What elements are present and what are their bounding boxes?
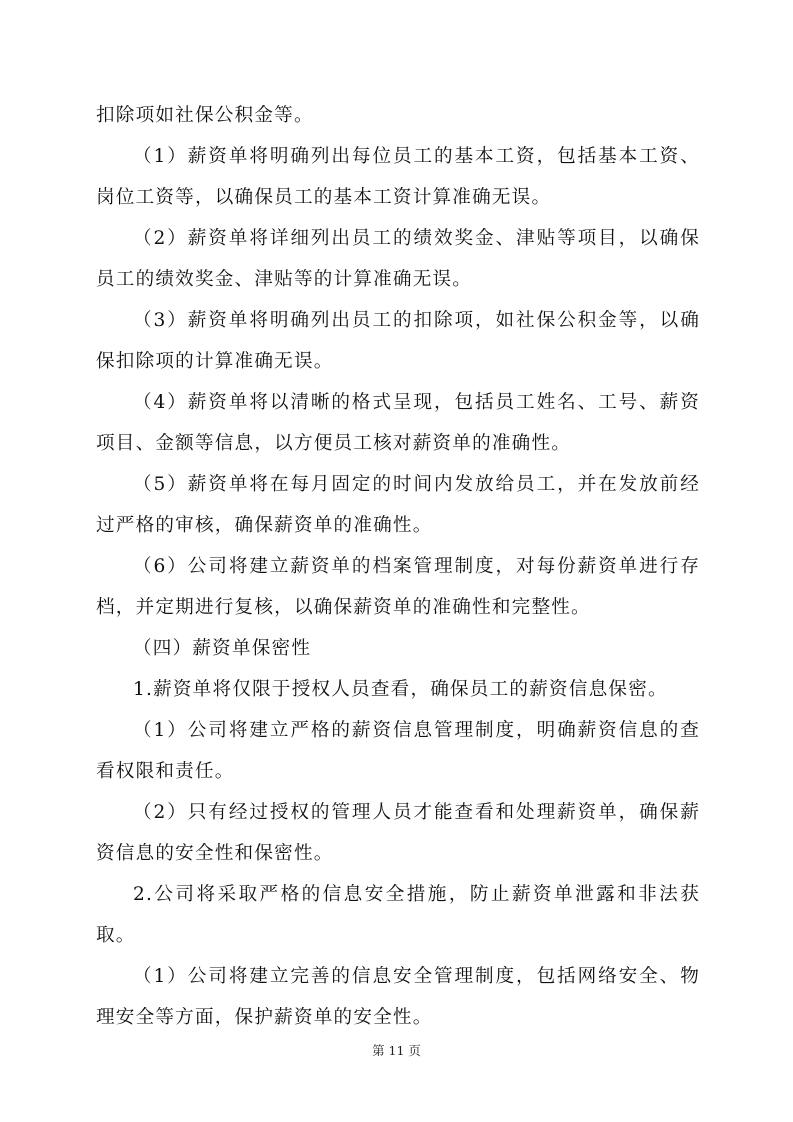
paragraph-item-3: （3）薪资单将明确列出员工的扣除项，如社保公积金等，以确保扣除项的计算准确无误。 [96, 310, 700, 372]
paragraph-item-6: （6）公司将建立薪资单的档案管理制度，对每份薪资单进行存档，并定期进行复核，以确保薪资单的准确性和完整性。 [96, 556, 700, 618]
paragraph-item-4: （4）薪资单将以清晰的格式呈现，包括员工姓名、工号、薪资项目、金额等信息，以方便员工核对薪资单的准确性。 [96, 392, 700, 454]
paragraph-subitem-2: （2）只有经过授权的管理人员才能查看和处理薪资单，确保薪资信息的安全性和保密性。 [96, 802, 700, 864]
paragraph-item-1: （1）薪资单将明确列出每位员工的基本工资，包括基本工资、岗位工资等，以确保员工的基本工资计算准确无误。 [96, 146, 700, 208]
paragraph-point-1: 1.薪资单将仅限于授权人员查看，确保员工的薪资信息保密。 [133, 679, 668, 700]
paragraph-subitem-1: （1）公司将建立严格的薪资信息管理制度，明确薪资信息的查看权限和责任。 [96, 720, 700, 782]
paragraph-item-5: （5）薪资单将在每月固定的时间内发放给员工，并在发放前经过严格的审核，确保薪资单的准确性。 [96, 474, 700, 536]
paragraph-point-2: 2.公司将采取严格的信息安全措施，防止薪资单泄露和非法获取。 [96, 884, 700, 946]
page-number: 第 11 页 [372, 1043, 421, 1058]
document-body [96, 95, 700, 1038]
section-heading: （四）薪资单保密性 [133, 638, 312, 659]
paragraph-continuation: 扣除项如社保公积金等。 [96, 105, 314, 126]
paragraph-subitem-3: （1）公司将建立完善的信息安全管理制度，包括网络安全、物理安全等方面，保护薪资单的安全性。 [96, 966, 700, 1028]
paragraph-item-2: （2）薪资单将详细列出员工的绩效奖金、津贴等项目，以确保员工的绩效奖金、津贴等的计算准确无误。 [96, 228, 700, 290]
